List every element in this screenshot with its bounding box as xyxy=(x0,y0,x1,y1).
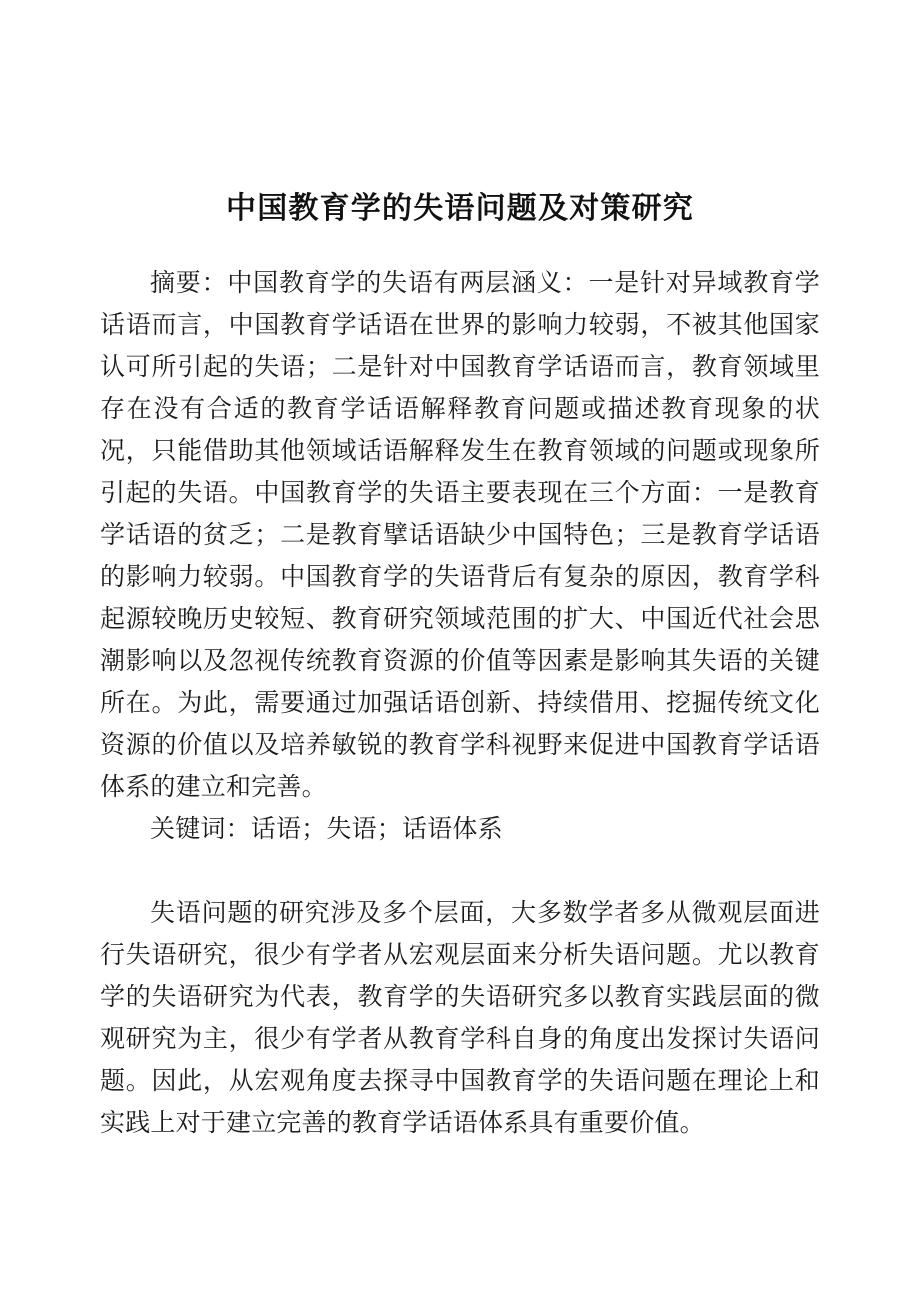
abstract-paragraph: 摘要：中国教育学的失语有两层涵义：一是针对异域教育学话语而言，中国教育学话语在世界的影响力较弱，不被其他国家认可所引起的失语；二是针对中国教育学话语而言，教育领域里存在没有合适的教育学话语解释教育问题或描述教育现象的状况，只能借助其他领域话语解释发生在教育领域的问题或现象所引起的失语。中国教育学的失语主要表现在三个方面：一是教育学话语的贫乏；二是教育擘话语缺少中国特色；三是教育学话语的影响力较弱。中国教育学的失语背后有复杂的原因，教育学科起源较晚历史较短、教育研究领域范围的扩大、中国近代社会思潮影响以及忽视传统教育资源的价值等因素是影响其失语的关键所在。为此，需要通过加强话语创新、持续借用、挖掘传统文化资源的价值以及培养敏锐的教育学科视野来促进中国教育学话语体系的建立和完善。 xyxy=(100,268,820,801)
document-body xyxy=(100,262,820,1144)
body-paragraph: 失语问题的研究涉及多个层面，大多数学者多从微观层面进行失语研究，很少有学者从宏观层面来分析失语问题。尤以教育学的失语研究为代表，教育学的失语研究多以教育实践层面的微观研究为主，很少有学者从教育学科自身的角度出发探讨失语问题。因此，从宏观角度去探寻中国教育学的失语问题在理论上和实践上对于建立完善的教育学话语体系具有重要价值。 xyxy=(100,898,820,1137)
page-title: 中国教育学的失语问题及对策研究 xyxy=(226,191,694,227)
keywords-line: 关键词：话语；失语；话语体系 xyxy=(150,814,503,843)
